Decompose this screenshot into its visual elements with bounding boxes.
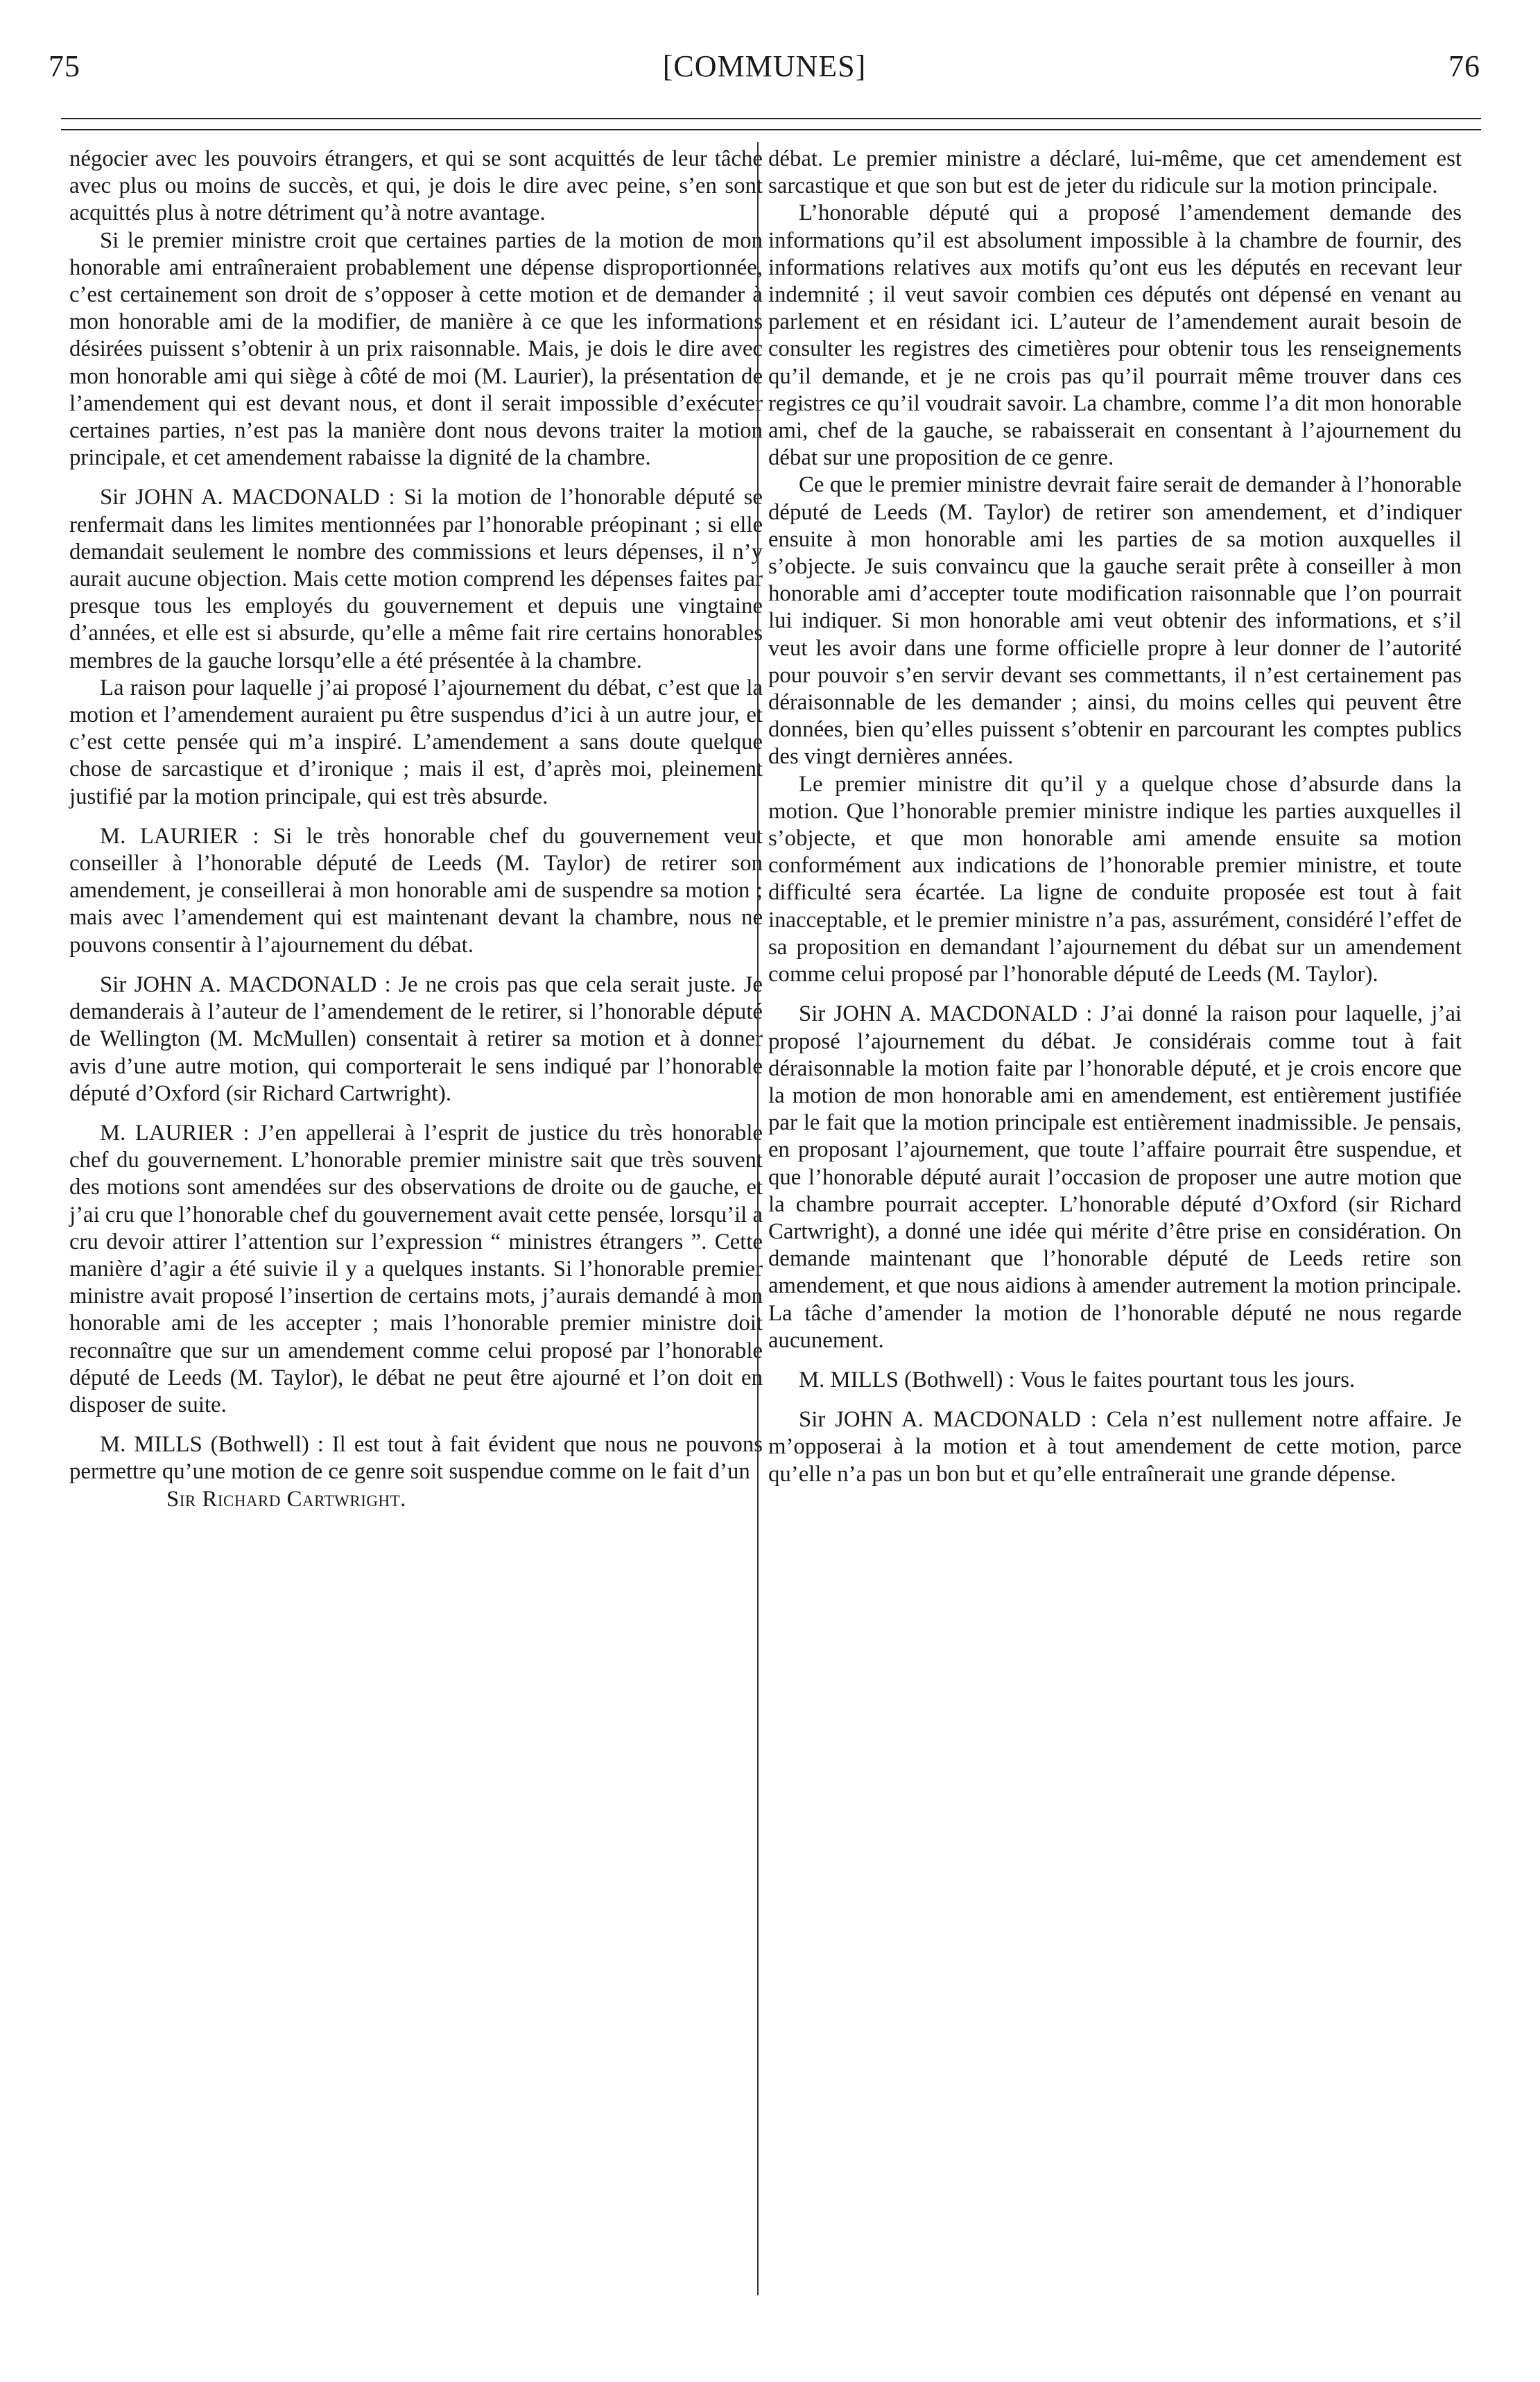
speech-macdonald: Sir JOHN A. MACDONALD : Je ne crois pas que cela serait juste. Je demanderais à l’auteur de l’amendement de le retirer, si l’honorable député de Wellington (M. McMullen) consentait à retirer sa motion et à donner avis d’une autre motion, qui comporterait le sens indiqué par l’honorable député d’Oxford (sir Richard Cartwright). bbox=[69, 972, 763, 1106]
speech-laurier: M. LAURIER : Si le très honorable chef du gouvernement veut conseiller à l’honorable député de Leeds (M. Taylor) de retirer son amendement, je conseillerai à mon honorable ami de suspendre sa motion ; mais avec l’amendement qui est maintenant devant la chambre, nous ne pouvons consentir à l’ajournement du débat. bbox=[69, 823, 763, 958]
speaker-attribution: Sir Richard Cartwright. bbox=[166, 1486, 406, 1512]
speech-laurier: M. LAURIER : J’en appellerai à l’esprit de justice du très honorable chef du gouvernement. L’honorable premier ministre sait que très souvent des motions sont amendées sur des observations de droite ou de gauche, et j’ai cru que l’honorable chef du gouvernement avait cette pensée, lorsqu’il a cru devoir attirer l’attention sur l’expression “ ministres étrangers ”. Cette manière d’agir a été suivie il y a quelques instants. Si l’honorable premier ministre avait proposé l’insertion de certains mots, j’aurais demandé à mon honorable ami de les accepter ; mais l’honorable premier ministre doit reconnaître que sur un amendement comme celui proposé par l’honorable député de Leeds (M. Taylor), le débat ne peut être ajourné et l’on doit en disposer de suite. bbox=[69, 1120, 763, 1417]
paragraph: Le premier ministre dit qu’il y a quelque chose d’absurde dans la motion. Que l’honorable premier ministre indique les parties auxquelles il s’objecte, et que mon honorable ami amende ensuite sa motion conformément aux indications de l’honorable premier ministre, et toute difficulté sera écartée. La ligne de conduite proposée est tout à fait inacceptable, et le premier ministre n’a pas, assurément, considéré l’effet de sa proposition en demandant l’ajournement du débat sur un amendement comme celui proposé par l’honorable député de Leeds (M. Taylor). bbox=[768, 771, 1462, 987]
right-column bbox=[768, 146, 1462, 1488]
paragraph: débat. Le premier ministre a déclaré, lui-même, que cet amendement est sarcastique et que son but est de jeter du ridicule sur la motion principale. bbox=[768, 146, 1462, 199]
speech-mills: M. MILLS (Bothwell) : Il est tout à fait évident que nous ne pouvons permettre qu’une motion de ce genre soit suspendue comme on le fait d’un bbox=[69, 1432, 763, 1485]
column-divider bbox=[757, 142, 759, 2295]
paragraph: L’honorable député qui a proposé l’amendement demande des informations qu’il est absolument impossible à la chambre de fournir, des informations relatives aux motifs qu’ont eus les députés en recevant leur indemnité ; il veut savoir combien ces députés ont dépensé en venant au parlement et en résidant ici. L’auteur de l’amendement aurait besoin de consulter les registres des cimetières pour obtenir tous les renseignements qu’il demande, et je ne crois pas qu’il pourrait même trouver dans ces registres ce qu’il voudrait savoir. La chambre, comme l’a dit mon honorable ami, chef de la gauche, se rabaisserait en consentant à l’ajournement du débat sur une proposition de ce genre. bbox=[768, 200, 1462, 471]
header-rule-top bbox=[61, 118, 1481, 119]
left-column bbox=[69, 146, 763, 1513]
paragraph: Si le premier ministre croit que certaines parties de la motion de mon honorable ami entraîneraient probablement une dépense disproportionnée, c’est certainement son droit de s’opposer à cette motion et de demander à mon honorable ami de la modifier, de manière à ce que les informations désirées puissent s’obtenir à un prix raisonnable. Mais, je dois le dire avec mon honorable ami qui siège à côté de moi (M. Laurier), la présentation de l’amendement qui est devant nous, et dont il serait impossible d’exécuter certaines parties, n’est pas la manière dont nous devons traiter la motion principale, et cet amendement rabaisse la dignité de la chambre. bbox=[69, 227, 763, 471]
paragraph: négocier avec les pouvoirs étrangers, et qui se sont acquittés de leur tâche avec plus ou moins de succès, et qui, je dois le dire avec peine, s’en sont acquittés plus à notre détriment qu’à notre avantage. bbox=[69, 146, 763, 226]
paragraph: La raison pour laquelle j’ai proposé l’ajournement du débat, c’est que la motion et l’amendement auraient pu être suspendus d’ici à un autre jour, et c’est cette pensée qui m’a inspiré. L’amendement a sans doute quelque chose de sarcastique et d’ironique ; mais il est, d’après moi, pleinement justifié par la motion principale, qui est très absurde. bbox=[69, 675, 763, 809]
speech-macdonald: Sir JOHN A. MACDONALD : J’ai donné la raison pour laquelle, j’ai proposé l’ajournement du débat. Je considérais comme tout à fait déraisonnable la motion faite par l’honorable député, et je crois encore que la motion de mon honorable ami en amendement, est entièrement justifiée par le fait que la motion principale est entièrement inadmissible. Je pensais, en proposant l’ajournement, que toute l’affaire pourrait être suspendue, et que l’honorable député aurait l’occasion de proposer une autre motion que la chambre pourrait accepter. L’honorable député d’Oxford (sir Richard Cartwright), a donné une idée qui mérite d’être prise en considération. On demande maintenant que l’honorable député de Leeds retire son amendement, et que nous aidions à amender autrement la motion principale. La tâche d’amender la motion de l’honorable député ne nous regarde aucunement. bbox=[768, 1001, 1462, 1353]
speech-macdonald: Sir JOHN A. MACDONALD : Cela n’est nullement notre affaire. Je m’opposerai à la motion et à tout amendement de cette motion, parce qu’elle n’a pas un bon but et qu’elle entraînerait une grande dépense. bbox=[768, 1407, 1462, 1487]
page-number-left: 75 bbox=[49, 49, 80, 83]
header-rule-bottom bbox=[61, 129, 1481, 130]
running-title: [COMMUNES] bbox=[662, 49, 867, 83]
page-number-right: 76 bbox=[1448, 49, 1480, 83]
speech-mills: M. MILLS (Bothwell) : Vous le faites pourtant tous les jours. bbox=[799, 1367, 1356, 1392]
paragraph: Ce que le premier ministre devrait faire serait de demander à l’honorable député de Leeds (M. Taylor) de retirer son amendement, et d’indiquer ensuite à mon honorable ami les parties de sa motion auxquelles il s’objecte. Je suis convaincu que la gauche serait prête à conseiller à mon honorable ami d’accepter toute modification raisonnable que l’on pourrait lui indiquer. Si mon honorable ami veut obtenir des informations, et s’il veut les avoir dans une forme officielle propre à leur donner de l’autorité pour pouvoir s’en servir devant ses commettants, il n’est certainement pas déraisonnable de les demander ; ainsi, du moins celles qui peuvent être données, bien qu’elles puissent s’obtenir en parcourant les comptes publics des vingt dernières années. bbox=[768, 472, 1462, 770]
speech-macdonald: Sir JOHN A. MACDONALD : Si la motion de l’honorable député se renfermait dans les limites mentionnées par l’honorable préopinant ; si elle demandait seulement le nombre des commissions et leurs dépenses, il n’y aurait aucune objection. Mais cette motion comprend les dépenses faites par presque tous les employés du gouvernement et depuis une vingtaine d’années, et elle est si absurde, qu’elle a même fait rire certains honorables membres de la gauche lorsqu’elle a été présentée à la chambre. bbox=[69, 485, 763, 673]
page-header bbox=[49, 49, 1480, 90]
